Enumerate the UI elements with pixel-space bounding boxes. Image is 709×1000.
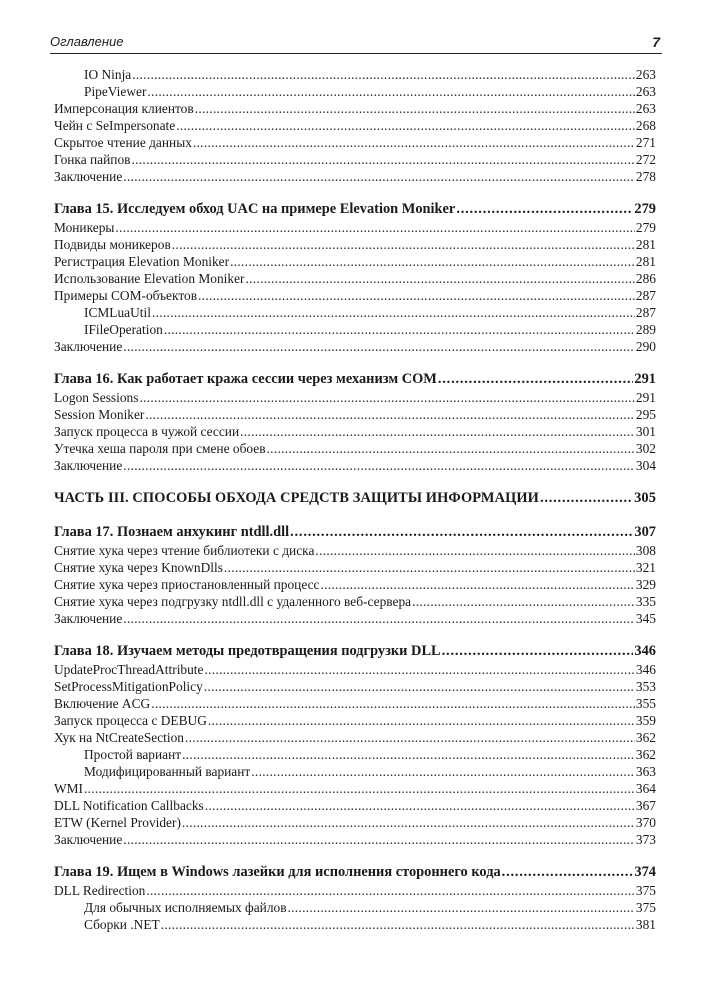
dot-leader	[147, 83, 634, 100]
toc-entry-page: 278	[635, 169, 656, 184]
toc-entry	[54, 287, 656, 304]
toc-entry	[54, 236, 656, 253]
dot-leader	[195, 100, 635, 117]
toc-entry-page: 281	[635, 254, 656, 269]
toc-entry-title: Запуск процесса в чужой сессии	[54, 424, 240, 439]
toc-entry-page: 367	[635, 798, 656, 813]
toc-entry-page: 290	[635, 339, 656, 354]
toc-entry-page: 375	[635, 900, 656, 915]
dot-leader	[412, 593, 635, 610]
toc-entry-page: 263	[635, 84, 656, 99]
toc-entry-title: Глава 16. Как работает кража сессии через механизм COM	[54, 371, 437, 387]
toc-entry-title: SetProcessMitigationPolicy	[54, 679, 203, 694]
dot-leader	[115, 219, 634, 236]
toc-entry-page: 362	[635, 730, 656, 745]
toc-entry-page: 279	[635, 220, 656, 235]
toc-entry-page: 304	[635, 458, 656, 473]
toc-entry-page: 289	[635, 322, 656, 337]
dot-leader	[320, 576, 634, 593]
dot-leader	[132, 66, 635, 83]
dot-leader	[456, 199, 633, 219]
toc-entry-title: UpdateProcThreadAttribute	[54, 662, 204, 677]
toc-entry	[54, 406, 656, 423]
dot-leader	[204, 678, 635, 695]
toc-entry	[54, 610, 656, 627]
toc-entry-page: 329	[635, 577, 656, 592]
toc-entry-page: 364	[635, 781, 656, 796]
toc-entry-page: 345	[635, 611, 656, 626]
dot-leader	[145, 406, 635, 423]
toc-chapter	[54, 522, 656, 542]
toc-entry-title: Включение ACG	[54, 696, 151, 711]
toc-entry	[54, 134, 656, 151]
toc-entry-title: Гонка пайпов	[54, 152, 131, 167]
toc-entry-title: DLL Redirection	[54, 883, 146, 898]
toc-entry-title: IFileOperation	[84, 322, 163, 337]
toc-entry	[54, 389, 656, 406]
toc-entry-title: Logon Sessions	[54, 390, 139, 405]
toc-entry	[54, 457, 656, 474]
toc-entry-page: 346	[634, 643, 656, 659]
table-of-contents	[54, 66, 656, 933]
dot-leader	[123, 831, 635, 848]
toc-entry-title: Запуск процесса с DEBUG	[54, 713, 207, 728]
toc-entry	[54, 66, 656, 83]
dot-leader	[176, 117, 635, 134]
toc-entry-page: 353	[635, 679, 656, 694]
toc-entry-page: 295	[635, 407, 656, 422]
dot-leader	[251, 763, 635, 780]
toc-entry-title: DLL Notification Callbacks	[54, 798, 204, 813]
toc-chapter	[54, 199, 656, 219]
toc-entry	[54, 83, 656, 100]
dot-leader	[164, 321, 635, 338]
toc-entry-page: 263	[635, 67, 656, 82]
dot-leader	[182, 814, 635, 831]
toc-entry-page: 373	[635, 832, 656, 847]
toc-entry	[54, 916, 656, 933]
toc-entry-page: 346	[635, 662, 656, 677]
toc-entry-page: 355	[635, 696, 656, 711]
toc-entry-title: PipeViewer	[84, 84, 147, 99]
toc-entry-title: Глава 17. Познаем анхукинг ntdll.dll	[54, 524, 290, 540]
toc-entry-title: ICMLuaUtil	[84, 305, 151, 320]
toc-entry	[54, 321, 656, 338]
dot-leader	[224, 559, 635, 576]
toc-entry-title: Заключение	[54, 458, 123, 473]
toc-entry-page: 291	[635, 390, 656, 405]
toc-entry	[54, 746, 656, 763]
toc-part	[54, 488, 656, 508]
toc-entry	[54, 576, 656, 593]
dot-leader	[290, 522, 633, 542]
toc-entry	[54, 814, 656, 831]
toc-entry-title: Снятие хука через чтение библиотеки с диска	[54, 543, 315, 558]
dot-leader	[172, 236, 635, 253]
section-title: Оглавление	[50, 34, 124, 49]
toc-entry	[54, 168, 656, 185]
toc-chapter	[54, 862, 656, 882]
toc-entry-page: 286	[635, 271, 656, 286]
toc-entry-title: Чейн с SeImpersonate	[54, 118, 176, 133]
dot-leader	[123, 457, 635, 474]
toc-entry	[54, 882, 656, 899]
toc-entry	[54, 763, 656, 780]
toc-entry-title: Глава 18. Изучаем методы предотвращения подгрузки DLL	[54, 643, 441, 659]
toc-entry-page: 287	[635, 305, 656, 320]
toc-entry-title: Session Moniker	[54, 407, 145, 422]
toc-entry-page: 287	[635, 288, 656, 303]
toc-entry-page: 359	[635, 713, 656, 728]
dot-leader	[204, 661, 634, 678]
toc-entry-page: 375	[635, 883, 656, 898]
toc-entry-page: 374	[634, 864, 656, 880]
toc-entry	[54, 661, 656, 678]
dot-leader	[123, 168, 635, 185]
toc-entry	[54, 695, 656, 712]
toc-entry-title: Использование Elevation Moniker	[54, 271, 245, 286]
toc-entry	[54, 423, 656, 440]
toc-entry-page: 301	[635, 424, 656, 439]
toc-entry-title: Простой вариант	[84, 747, 182, 762]
toc-entry	[54, 304, 656, 321]
toc-entry-page: 321	[635, 560, 656, 575]
toc-entry-title: Заключение	[54, 611, 123, 626]
toc-entry-title: Заключение	[54, 339, 123, 354]
toc-entry-title: Хук на NtCreateSection	[54, 730, 184, 745]
toc-entry	[54, 253, 656, 270]
toc-entry	[54, 780, 656, 797]
toc-entry-title: Глава 19. Ищем в Windows лазейки для исполнения стороннего кода	[54, 864, 501, 880]
toc-entry-title: Моникеры	[54, 220, 115, 235]
toc-entry-page: 291	[634, 371, 656, 387]
dot-leader	[198, 287, 635, 304]
toc-entry	[54, 219, 656, 236]
toc-entry-title: Снятие хука через приостановленный процесс	[54, 577, 320, 592]
toc-entry-title: Имперсонация клиентов	[54, 101, 194, 116]
dot-leader	[205, 797, 635, 814]
toc-entry-title: Заключение	[54, 169, 123, 184]
toc-entry-page: 363	[635, 764, 656, 779]
toc-entry-page: 335	[635, 594, 656, 609]
toc-chapter	[54, 369, 656, 389]
dot-leader	[182, 746, 635, 763]
toc-entry	[54, 338, 656, 355]
toc-entry-title: IO Ninja	[84, 67, 132, 82]
toc-entry	[54, 270, 656, 287]
dot-leader	[438, 369, 634, 389]
dot-leader	[230, 253, 635, 270]
toc-entry-title: Примеры COM-объектов	[54, 288, 198, 303]
toc-entry-title: Для обычных исполняемых файлов	[84, 900, 287, 915]
toc-entry-page: 305	[634, 490, 656, 506]
running-header	[50, 31, 662, 54]
toc-entry-title: Сборки .NET	[84, 917, 160, 932]
toc-entry-title: Снятие хука через KnownDlls	[54, 560, 223, 575]
dot-leader	[193, 134, 635, 151]
toc-entry	[54, 831, 656, 848]
dot-leader	[540, 488, 633, 508]
toc-entry-title: ЧАСТЬ III. СПОСОБЫ ОБХОДА СРЕДСТВ ЗАЩИТЫ ИНФОРМАЦИИ	[54, 490, 539, 506]
dot-leader	[442, 641, 634, 661]
toc-entry-page: 281	[635, 237, 656, 252]
dot-leader	[152, 304, 635, 321]
dot-leader	[288, 899, 635, 916]
dot-leader	[151, 695, 635, 712]
toc-entry-title: Подвиды моникеров	[54, 237, 171, 252]
toc-entry	[54, 542, 656, 559]
toc-entry-page: 307	[634, 524, 656, 540]
dot-leader	[84, 780, 635, 797]
dot-leader	[185, 729, 635, 746]
toc-entry-page: 302	[635, 441, 656, 456]
dot-leader	[245, 270, 634, 287]
toc-entry	[54, 729, 656, 746]
toc-entry-page: 308	[635, 543, 656, 558]
toc-entry-page: 370	[635, 815, 656, 830]
toc-entry-title: Утечка хеша пароля при смене обоев	[54, 441, 266, 456]
toc-entry	[54, 440, 656, 457]
toc-entry-title: Снятие хука через подгрузку ntdll.dll с удаленного веб-сервера	[54, 594, 412, 609]
toc-entry-title: Регистрация Elevation Moniker	[54, 254, 230, 269]
toc-entry-page: 271	[635, 135, 656, 150]
toc-entry-title: Модифицированный вариант	[84, 764, 251, 779]
toc-entry	[54, 100, 656, 117]
toc-entry-title: Заключение	[54, 832, 123, 847]
toc-entry-page: 263	[635, 101, 656, 116]
toc-entry-title: Глава 15. Исследуем обход UAC на примере Elevation Moniker	[54, 201, 456, 217]
page-number: 7	[652, 34, 660, 50]
toc-entry-page: 381	[635, 917, 656, 932]
toc-entry	[54, 678, 656, 695]
dot-leader	[139, 389, 634, 406]
toc-chapter	[54, 641, 656, 661]
dot-leader	[267, 440, 635, 457]
dot-leader	[146, 882, 635, 899]
toc-entry	[54, 899, 656, 916]
toc-entry	[54, 117, 656, 134]
dot-leader	[240, 423, 635, 440]
dot-leader	[208, 712, 635, 729]
dot-leader	[123, 338, 635, 355]
toc-entry	[54, 559, 656, 576]
toc-entry-page: 279	[634, 201, 656, 217]
toc-entry-title: WMI	[54, 781, 84, 796]
toc-entry-title: Скрытое чтение данных	[54, 135, 192, 150]
toc-entry	[54, 151, 656, 168]
dot-leader	[131, 151, 634, 168]
toc-entry	[54, 593, 656, 610]
toc-entry-page: 362	[635, 747, 656, 762]
toc-entry-title: ETW (Kernel Provider)	[54, 815, 181, 830]
toc-entry-page: 268	[635, 118, 656, 133]
toc-entry	[54, 712, 656, 729]
toc-entry	[54, 797, 656, 814]
dot-leader	[315, 542, 634, 559]
dot-leader	[161, 916, 635, 933]
dot-leader	[123, 610, 635, 627]
dot-leader	[502, 862, 634, 882]
toc-entry-page: 272	[635, 152, 656, 167]
